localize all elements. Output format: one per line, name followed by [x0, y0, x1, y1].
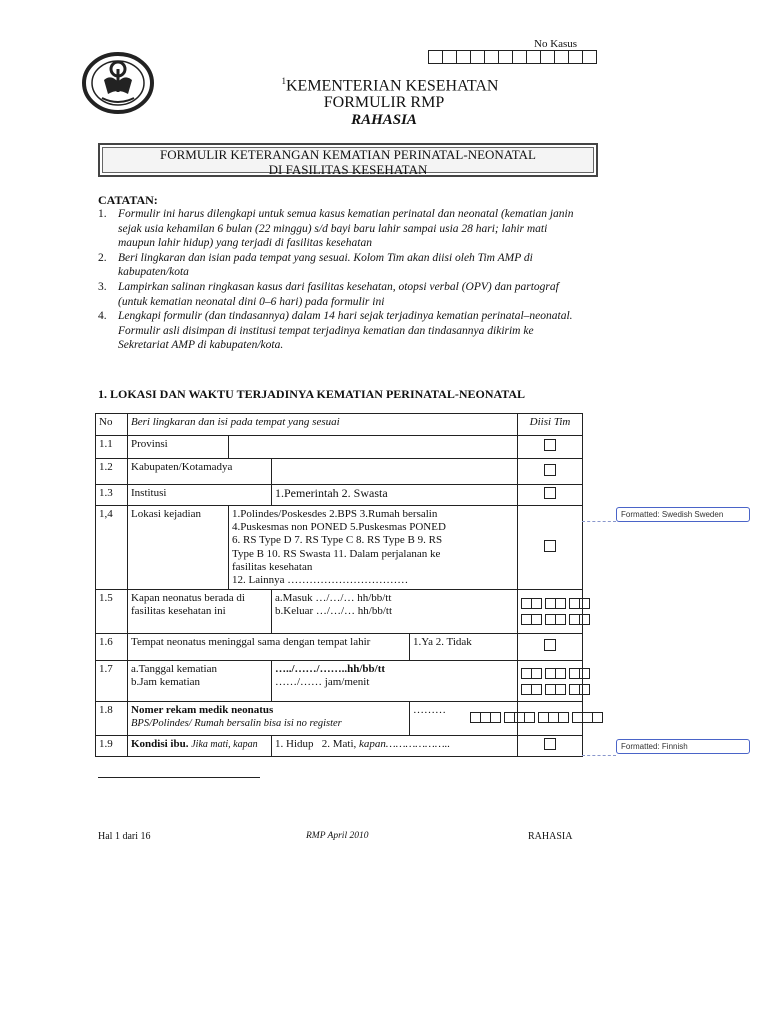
- row-label-tempat: Tempat neonatus meninggal sama dengan tempat lahir: [128, 634, 410, 661]
- tanggal-kematian-value: …../……/……..hh/bb/tt: [275, 663, 386, 676]
- row-label-provinsi: Provinsi: [128, 436, 229, 459]
- form-title-line1: FORMULIR KETERANGAN KEMATIAN PERINATAL-NEONATAL: [160, 147, 536, 162]
- tanggal-boxes[interactable]: [521, 668, 582, 681]
- provinsi-input[interactable]: [229, 436, 518, 459]
- kematian-values[interactable]: [272, 661, 518, 702]
- row-number: 1.8: [96, 702, 128, 736]
- kapan-field: kapan………………..: [359, 738, 451, 751]
- row-label-kematian: [128, 661, 272, 702]
- row-label-institusi: Institusi: [128, 485, 272, 506]
- rekam-medik-dots[interactable]: ………: [410, 702, 518, 736]
- row-number: 1.6: [96, 634, 128, 661]
- note-number: 2.: [98, 251, 107, 264]
- table-row-1-3: [96, 485, 583, 506]
- notes-title: CATATAN:: [98, 193, 158, 207]
- tim-checkbox[interactable]: [544, 540, 556, 552]
- secret-heading: RAHASIA: [351, 112, 417, 128]
- comment-swedish[interactable]: Formatted: Swedish Sweden: [616, 507, 750, 522]
- section1-table: [95, 413, 583, 757]
- form-title-box: [98, 143, 598, 177]
- masuk-date-boxes[interactable]: [521, 598, 582, 611]
- comment-connector: [582, 755, 616, 756]
- note-item: [98, 309, 580, 353]
- keluar-value: b.Keluar …/…/… hh/bb/tt: [275, 605, 393, 618]
- lokasi-option-line: 6. RS Type D 7. RS Type C 8. RS Type B 9. RS: [232, 534, 443, 547]
- footer-page: Hal 1 dari 16: [98, 831, 151, 842]
- tim-checkbox[interactable]: [544, 487, 556, 499]
- kondisi-ibu-options[interactable]: [272, 736, 518, 757]
- row-number: 1,4: [96, 506, 128, 590]
- lokasi-option-line: 4.Puskesmas non PONED 5.Puskesmas PONED: [232, 521, 446, 534]
- table-row-1-6: [96, 634, 583, 661]
- lokasi-option-line: 1.Polindes/Poskesdes 2.BPS 3.Rumah bersalin: [232, 508, 438, 520]
- footer-right: RAHASIA: [528, 831, 573, 842]
- institusi-options[interactable]: 1.Pemerintah 2. Swasta: [272, 485, 518, 506]
- row-label-kondisi-ibu: [128, 736, 272, 757]
- note-item: [98, 280, 580, 309]
- rekam-medik-boxes[interactable]: [470, 712, 534, 725]
- kabupaten-input[interactable]: [272, 459, 518, 485]
- notes-list: [98, 207, 580, 353]
- row-number: 1.9: [96, 736, 128, 757]
- mati-option: 2. Mati,: [321, 738, 357, 751]
- table-row-1-9: [96, 736, 583, 757]
- tim-checkbox[interactable]: [544, 439, 556, 451]
- no-kasus-label: No Kasus: [534, 38, 578, 50]
- lokasi-option-line: fasilitas kesehatan: [232, 560, 313, 573]
- tim-checkbox[interactable]: [544, 639, 556, 651]
- table-row-1-4: [96, 506, 583, 590]
- lokasi-options[interactable]: [229, 506, 518, 590]
- note-item: [98, 207, 580, 251]
- row-number: 1.5: [96, 590, 128, 634]
- hidup-option: 1. Hidup: [275, 738, 314, 751]
- tim-cell: [518, 436, 583, 459]
- note-number: 4.: [98, 310, 107, 323]
- note-text: Formulir ini harus dilengkapi untuk semua kasus kematian perinatal dan neonatal (kematian janin sejak usia kehamilan 6 bulan (22 minggu) s/d bayi baru lahir sampai usia 28 hari; lahir mati maupun lahir hidup) yang terjadi di fasilitas kesehatan: [118, 208, 574, 250]
- jam-kematian-label: b.Jam kematian: [131, 676, 201, 689]
- tim-cell: [518, 634, 583, 661]
- row-number: 1.3: [96, 485, 128, 506]
- tim-cell: [518, 506, 583, 590]
- table-row-1-8: [96, 702, 583, 736]
- note-text: Lampirkan salinan ringkasan kasus dari fasilitas kesehatan, otopsi verbal (OPV) dan partograf (untuk kematian neonatal dini 0–6 hari) pada formulir ini: [118, 280, 559, 308]
- keluar-date-boxes[interactable]: [521, 614, 582, 627]
- jam-kematian-value: ……/…… jam/menit: [275, 676, 370, 689]
- row-label-lokasi: Lokasi kejadian: [128, 506, 229, 590]
- tanggal-kematian-label: a.Tanggal kematian: [131, 663, 217, 676]
- tempat-options[interactable]: 1.Ya 2. Tidak: [410, 634, 518, 661]
- header-tim: Diisi Tim: [518, 414, 583, 436]
- tim-cell: [518, 485, 583, 506]
- form-title-line2: DI FASILITAS KESEHATAN: [268, 162, 428, 177]
- note-number: 3.: [98, 280, 107, 293]
- tim-cell: [518, 736, 583, 757]
- row-number: 1.1: [96, 436, 128, 459]
- section1-title: 1. LOKASI DAN WAKTU TERJADINYA KEMATIAN PERINATAL-NEONATAL: [98, 387, 526, 401]
- note-text: Lengkapi formulir (dan tindasannya) dalam 14 hari sejak terjadinya kematian perinatal–neonatal. Formulir asli disimpan di institusi tempat terjadinya kematian dan tindasannya dikirim ke Sekretariat AMP di kabupaten/kota.: [118, 310, 573, 352]
- comment-finnish[interactable]: Formatted: Finnish: [616, 739, 750, 754]
- rekam-medik-boxes-cell: [518, 702, 583, 736]
- row-number: 1.7: [96, 661, 128, 702]
- date-boxes-cell: [518, 590, 583, 634]
- row-number: 1.2: [96, 459, 128, 485]
- header-instruction: Beri lingkaran dan isi pada tempat yang sesuai: [128, 414, 518, 436]
- rekam-medik-label: Nomer rekam medik neonatus: [131, 704, 274, 717]
- tim-checkbox[interactable]: [544, 738, 556, 750]
- ministry-text: KEMENTERIAN KESEHATAN: [286, 77, 499, 95]
- table-row-1-7: [96, 661, 583, 702]
- row-label-kabupaten: Kabupaten/Kotamadya: [128, 459, 272, 485]
- kondisi-ibu-label: Kondisi ibu.: [131, 738, 189, 751]
- kondisi-ibu-sub: Jika mati, kapan: [191, 739, 258, 751]
- tim-cell: [518, 459, 583, 485]
- rekam-medik-sub: BPS/Polindes/ Rumah bersalin bisa isi no register: [131, 718, 342, 730]
- note-number: 1.: [98, 208, 107, 220]
- note-text: Beri lingkaran dan isian pada tempat yang sesuai. Kolom Tim akan diisi oleh Tim AMP di kabupaten/kota: [118, 251, 533, 279]
- ministry-heading: [0, 76, 768, 95]
- kapan-values[interactable]: [272, 590, 518, 634]
- form-heading: FORMULIR RMP: [323, 94, 445, 111]
- footnote-separator: [98, 777, 260, 778]
- time-boxes-cell: [518, 661, 583, 702]
- footer-center: RMP April 2010: [306, 831, 369, 841]
- header-no: No: [96, 414, 128, 436]
- tim-checkbox[interactable]: [544, 464, 556, 476]
- masuk-value: a.Masuk …/…/… hh/bb/tt: [275, 592, 392, 605]
- table-row-1-2: [96, 459, 583, 485]
- footnote-mark: 1: [281, 76, 286, 86]
- table-row-1-1: [96, 436, 583, 459]
- no-kasus-boxes[interactable]: [428, 50, 596, 64]
- comment-connector: [582, 521, 616, 522]
- row-label-rekam-medik: [128, 702, 410, 736]
- lokasi-option-line: Type B 10. RS Swasta 11. Dalam perjalanan ke: [232, 547, 441, 560]
- lokasi-option-line: 12. Lainnya ……………………………: [232, 574, 409, 587]
- row-label-kapan: Kapan neonatus berada di fasilitas kesehatan ini: [128, 590, 272, 634]
- table-row-1-5: [96, 590, 583, 634]
- jam-boxes[interactable]: [521, 684, 582, 697]
- table-header-row: [96, 414, 583, 436]
- note-item: [98, 251, 580, 280]
